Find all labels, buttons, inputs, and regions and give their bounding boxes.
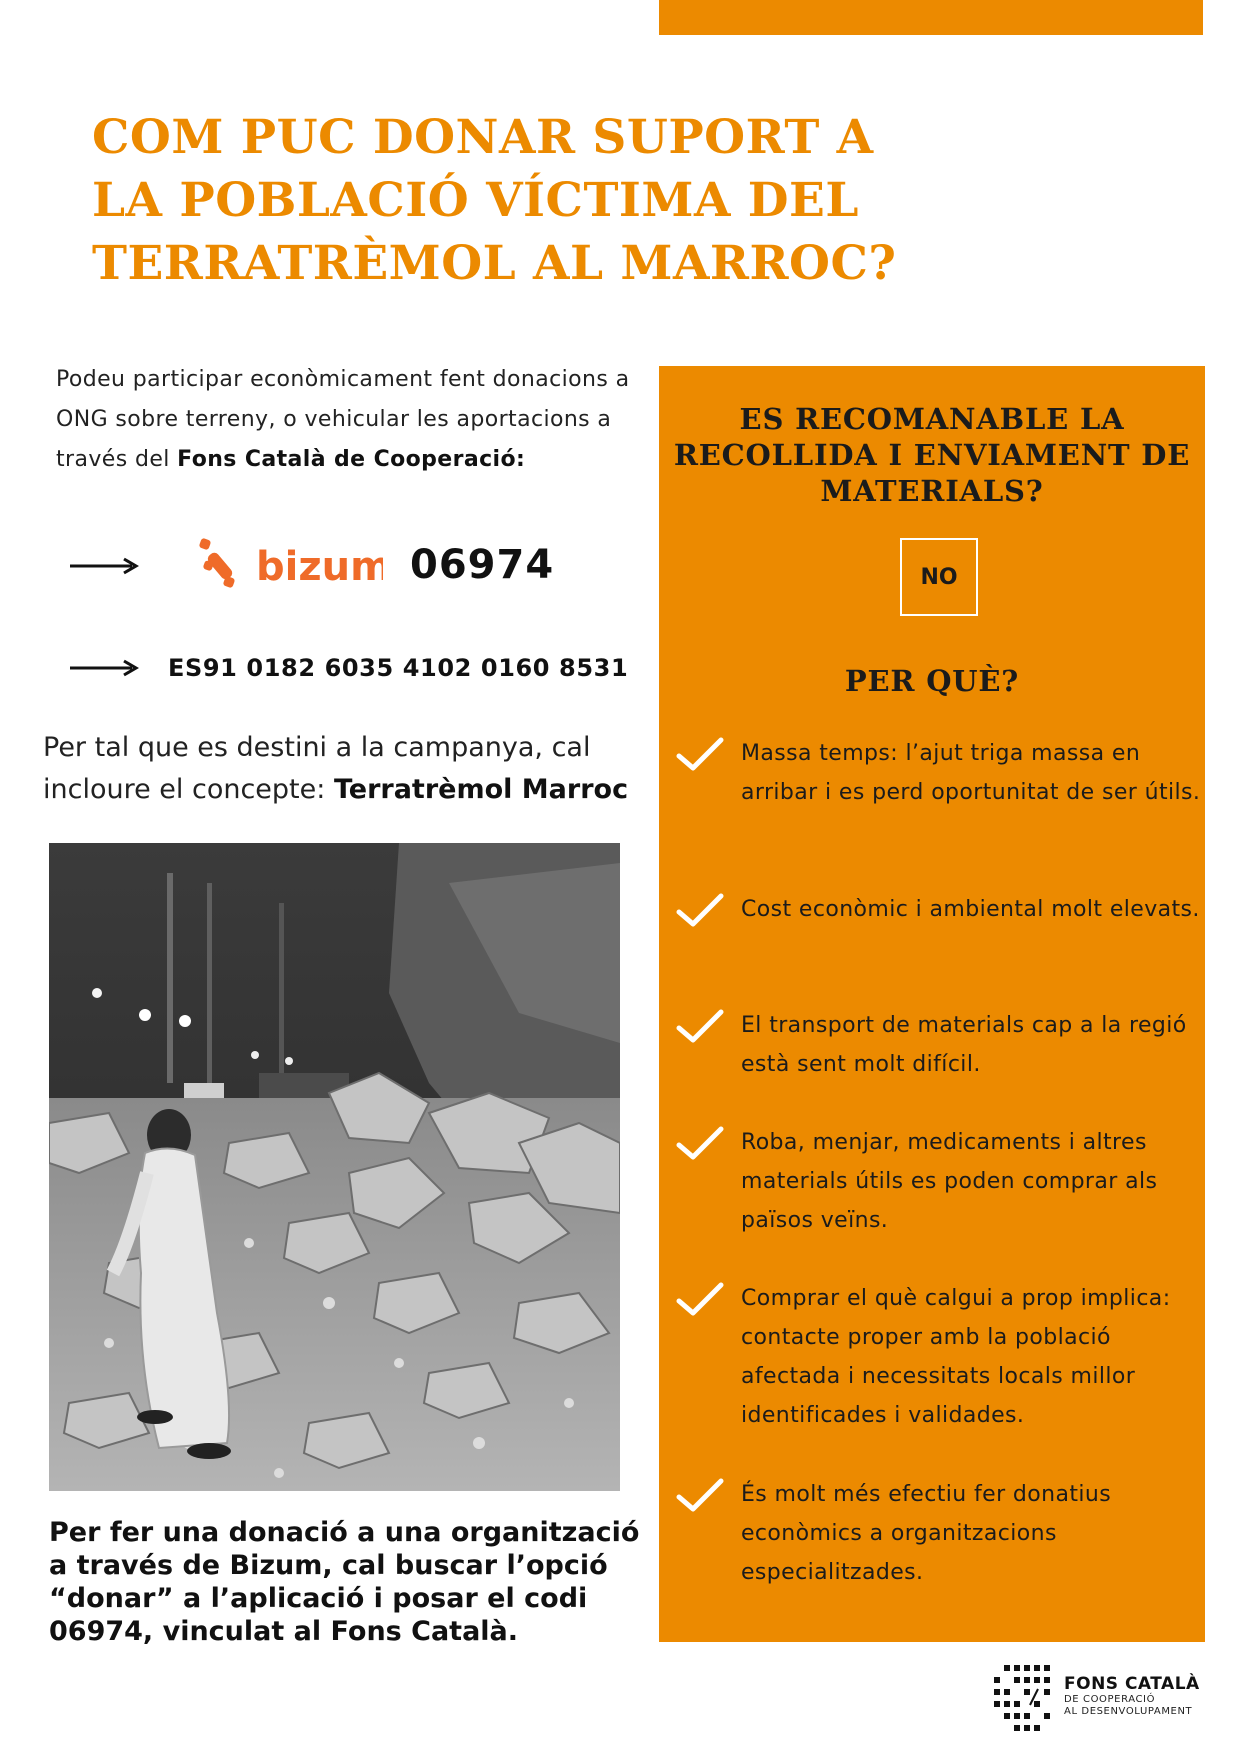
recommendation-panel (659, 366, 1205, 1642)
logo-dots-icon (990, 1661, 1058, 1737)
intro-text (56, 360, 656, 480)
reason-text: És molt més efectiu fer donatius econòmics a organitzacions especialitzades. (741, 1482, 1112, 1585)
concept-bold: Terratrèmol Marroc (333, 774, 629, 805)
earthquake-photo (49, 843, 620, 1491)
check-icon (675, 734, 725, 774)
why-heading: PER QUÈ? (844, 664, 1020, 698)
intro-bold: Fons Català de Cooperació: (177, 447, 526, 472)
fons-catala-logo (990, 1661, 1200, 1737)
check-icon (675, 1006, 725, 1046)
top-accent-bar (659, 0, 1203, 35)
logo-text (1064, 1674, 1200, 1718)
concept-text (43, 727, 663, 811)
page-title: COM PUC DONAR SUPORT A LA POBLACIÓ VÍCTIMA DEL TERRATRÈMOL AL MARROC? (92, 110, 897, 291)
reason-text: Cost econòmic i ambiental molt elevats. (741, 897, 1200, 922)
arrow-right-icon-2 (68, 658, 138, 678)
panel-question: ES RECOMANABLE LA RECOLLIDA I ENVIAMENT DE MATERIALS? (673, 402, 1191, 508)
concept-normal: Per tal que es destini a la campanya, cal incloure el concepte: (43, 732, 591, 805)
answer-box: NO (900, 538, 978, 616)
arrow-right-icon (68, 556, 138, 576)
check-icon (675, 1123, 725, 1163)
bizum-logo (198, 535, 383, 597)
check-icon (675, 1279, 725, 1319)
reason-text: El transport de materials cap a la regió està sent molt difícil. (741, 1013, 1187, 1077)
bizum-logo-icon (198, 535, 383, 597)
reason-text: Massa temps: l’ajut triga massa en arribar i es perd oportunitat de ser útils. (741, 741, 1201, 805)
iban-number: ES91 0182 6035 4102 0160 8531 (168, 654, 629, 682)
check-icon (675, 1475, 725, 1515)
reason-text: Roba, menjar, medicaments i altres materials útils es poden comprar als països veïns. (741, 1130, 1158, 1233)
logo-name: FONS CATALÀ (1064, 1674, 1200, 1694)
intro-normal: Podeu participar econòmicament fent donacions a ONG sobre terreny, o vehicular les aportacions a través del (56, 367, 630, 472)
logo-sub-2: AL DESENVOLUPAMENT (1064, 1706, 1193, 1717)
bizum-instructions: Per fer una donació a una organització a través de Bizum, cal buscar l’opció “donar” a l’aplicació i posar el codi 06974, vinculat al Fons Català. (49, 1517, 640, 1647)
check-icon (675, 890, 725, 930)
bizum-code: 06974 (410, 542, 555, 588)
logo-sub-1: DE COOPERACIÓ (1064, 1694, 1156, 1705)
reason-text: Comprar el què calgui a prop implica: contacte proper amb la població afectada i necessitats locals millor identificades i validades. (741, 1286, 1171, 1428)
bizum-wordmark: bizum (256, 544, 383, 590)
